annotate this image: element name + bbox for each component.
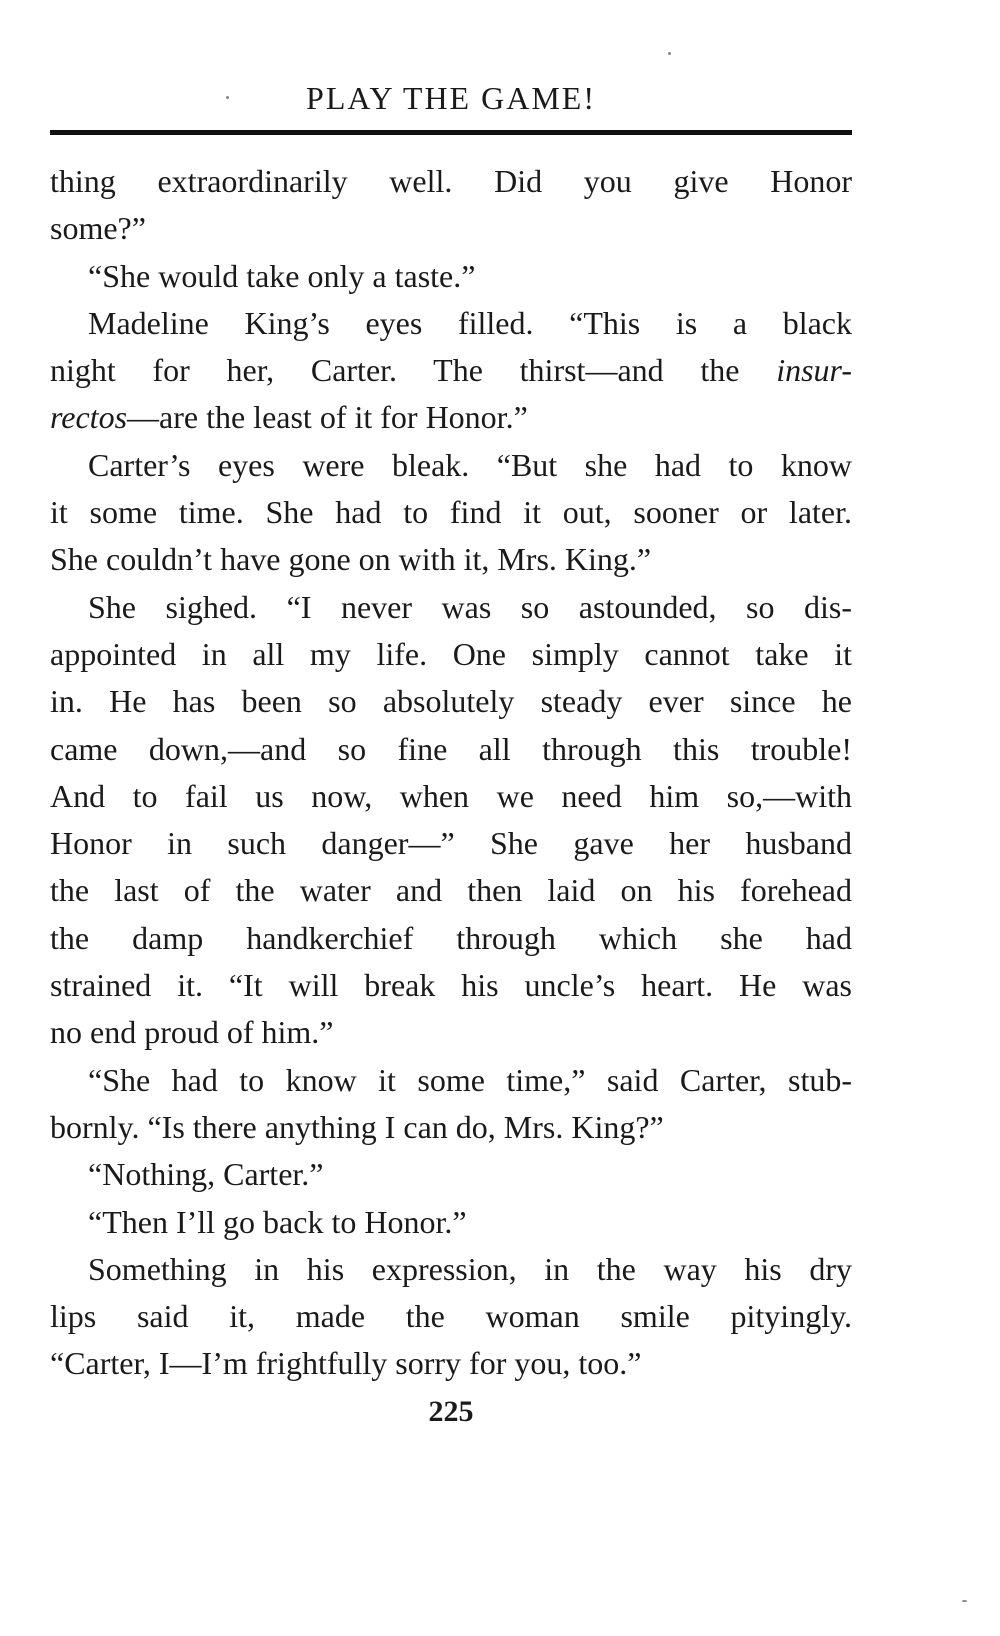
page-number: 225 xyxy=(428,1395,474,1428)
text-line: Carter’s eyes were bleak. “But she had to know xyxy=(88,446,852,483)
text-line: it some time. She had to find it out, sooner or later. xyxy=(50,494,852,531)
paper-speck xyxy=(962,1600,967,1602)
italic-word: insur- xyxy=(776,352,852,389)
text-line: night for her, Carter. The thirst—and the insur- xyxy=(50,352,852,389)
header-rule xyxy=(50,130,852,135)
text-line: no end proud of him.” xyxy=(50,1014,334,1051)
text-line: came down,—and so fine all through this trouble! xyxy=(50,730,852,767)
text-line: bornly. “Is there anything I can do, Mrs. King?” xyxy=(50,1108,664,1145)
italic-word: rectos xyxy=(50,399,128,436)
text-line: rectos—are the least of it for Honor.” xyxy=(50,399,528,436)
text-line: appointed in all my life. One simply cannot take it xyxy=(50,635,852,672)
text-line: Honor in such danger—” She gave her husband xyxy=(50,825,852,862)
text-line: the damp handkerchief through which she had xyxy=(50,919,852,956)
text-line: Madeline King’s eyes filled. “This is a black xyxy=(88,304,852,341)
text-line: “Nothing, Carter.” xyxy=(88,1156,324,1193)
text-line: She couldn’t have gone on with it, Mrs. King.” xyxy=(50,541,652,578)
text-line: “Carter, I—I’m frightfully sorry for you, too.” xyxy=(50,1345,642,1382)
text-line: Something in his expression, in the way his dry xyxy=(88,1250,852,1287)
paper-speck xyxy=(226,96,229,99)
paper-speck xyxy=(668,52,671,55)
text-line: And to fail us now, when we need him so,—with xyxy=(50,777,852,814)
text-line: thing extraordinarily well. Did you give Honor xyxy=(50,163,852,199)
text-line: strained it. “It will break his uncle’s heart. He was xyxy=(50,967,852,1004)
text-line: lips said it, made the woman smile pityingly. xyxy=(50,1298,852,1335)
body-text xyxy=(50,158,852,1388)
text-line: She sighed. “I never was so astounded, so dis- xyxy=(88,588,852,625)
text-line: “Then I’ll go back to Honor.” xyxy=(88,1203,467,1240)
text-line: “She would take only a taste.” xyxy=(88,257,476,294)
running-head-title: PLAY THE GAME! xyxy=(306,80,596,116)
text-line: “She had to know it some time,” said Carter, stub- xyxy=(88,1061,852,1098)
text-line: in. He has been so absolutely steady ever since he xyxy=(50,683,852,720)
text-line: some?” xyxy=(50,210,146,247)
text-line: the last of the water and then laid on his forehead xyxy=(50,872,852,909)
